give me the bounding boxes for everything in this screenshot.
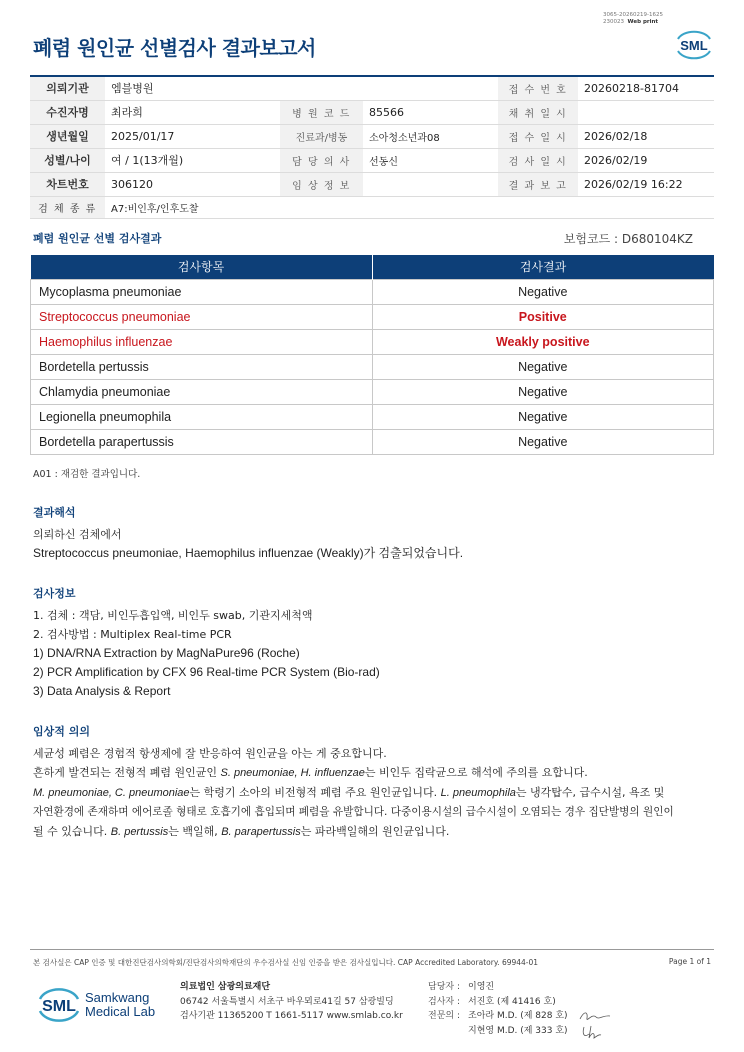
test-result: Negative	[372, 404, 713, 429]
col-result-header: 검사결과	[372, 255, 713, 279]
svg-text:SML: SML	[42, 998, 76, 1015]
svg-text:SML: SML	[680, 38, 708, 53]
table-row	[31, 354, 714, 379]
accession-value: 20260218-81704	[578, 76, 714, 100]
hospital-code-value: 85566	[363, 100, 498, 124]
patient-label: 수진자명	[30, 100, 105, 124]
test-item: Legionella pneumophila	[31, 404, 373, 429]
document-id-line1: 3065-20260219-1625	[603, 12, 663, 18]
dept-value: 소아청소년과08	[363, 124, 498, 148]
results-header	[33, 230, 693, 246]
specimen-value: A7:비인후/인후도찰	[105, 196, 714, 218]
info-row	[30, 148, 714, 172]
test-item: Streptococcus pneumoniae	[31, 304, 373, 329]
clinical-paragraph: 자연환경에 존재하며 에어로졸 형태로 호흡기에 흡입되며 폐렴을 유발합니다. 다중이용시설의 급수시설이 오염되는 경우 집단발병의 원인이	[33, 806, 674, 818]
interpretation-section	[33, 504, 723, 563]
sex-age-label: 성별/나이	[30, 148, 105, 172]
hospital-code-label: 병 원 코 드	[280, 100, 363, 124]
test-result: Negative	[372, 429, 713, 454]
accession-label: 접 수 번 호	[498, 76, 578, 100]
test-info-heading: 검사정보	[33, 587, 76, 600]
patient-value: 최라희	[105, 100, 280, 124]
table-row	[31, 379, 714, 404]
specimen-label: 검 체 종 류	[30, 196, 105, 218]
clinical-heading: 임상적 의의	[33, 725, 90, 738]
test-info-line: 2. 검사방법 : Multiplex Real-time PCR	[33, 628, 232, 641]
test-date-label: 검 사 일 시	[498, 148, 578, 172]
accreditation-note: 본 검사실은 CAP 인증 및 대한진단검사의학회/진단검사의학재단의 우수검사실 신임 인증을 받은 검사실입니다. CAP Accredited Laboratory. 69944-01	[33, 958, 539, 967]
test-item: Chlamydia pneumoniae	[31, 379, 373, 404]
requester-label: 의뢰기관	[30, 76, 105, 100]
footer-divider	[30, 949, 714, 950]
receipt-label: 접 수 일 시	[498, 124, 578, 148]
test-info-section	[33, 585, 723, 701]
document-id-line2: 230023 Web print	[603, 19, 659, 25]
table-row	[31, 304, 714, 329]
col-item-header: 검사항목	[31, 255, 373, 279]
table-row	[31, 279, 714, 304]
dob-label: 생년월일	[30, 124, 105, 148]
specialist-name: 조아라 M.D. (제 828 호)	[468, 1011, 568, 1021]
retest-note: A01 : 재검한 결과입니다.	[33, 469, 141, 480]
sex-age-value: 여 / 1(13개월)	[105, 148, 280, 172]
test-info-line: 1) DNA/RNA Extraction by MagNaPure96 (Roche)	[33, 646, 300, 660]
test-result: Negative	[372, 279, 713, 304]
doctor-value: 선동신	[363, 148, 498, 172]
insurance-code: 보험코드 : D680104KZ	[563, 232, 693, 246]
dob-value: 2025/01/17	[105, 124, 280, 148]
test-item: Haemophilus influenzae	[31, 329, 373, 354]
clinical-info-value	[363, 172, 498, 196]
interpretation-heading: 결과해석	[33, 506, 76, 519]
table-row	[31, 404, 714, 429]
sml-logo-top	[674, 26, 714, 62]
test-item: Bordetella pertussis	[31, 354, 373, 379]
test-result: Weakly positive	[372, 329, 713, 354]
info-row	[30, 76, 714, 100]
table-row	[31, 329, 714, 354]
info-row	[30, 100, 714, 124]
test-date-value: 2026/02/19	[578, 148, 714, 172]
lab-logo-text: Samkwang Medical Lab	[85, 990, 156, 1019]
manager-name: 이영진	[468, 982, 495, 992]
corp-contact: 검사기관 11365200 T 1661-5117 www.smlab.co.kr	[180, 1011, 403, 1021]
interpretation-line: Streptococcus pneumoniae, Haemophilus influenzae (Weakly)가 검출되었습니다.	[33, 546, 464, 560]
clinical-paragraph: 될 수 있습니다. B. pertussis는 백일해, B. parapertussis는 파라백일해의 원인균입니다.	[33, 825, 450, 838]
clinical-paragraph: M. pneumoniae, C. pneumoniae는 학령기 소아의 비전형적 폐렴 주요 원인균입니다. L. pneumophila는 냉각탑수, 급수시설, 욕조 및	[33, 786, 665, 799]
clinical-paragraph: 흔하게 발견되는 전형적 폐렴 원인균인 S. pneumoniae, H. influenzae는 비인두 집락균으로 해석에 주의를 요합니다.	[33, 766, 588, 779]
corp-address: 06742 서울특별시 서초구 바우뫼로41길 57 삼광빌딩	[180, 996, 394, 1007]
corporation-info	[180, 980, 403, 1024]
chart-label: 차트번호	[30, 172, 105, 196]
info-row	[30, 124, 714, 148]
collect-value	[578, 100, 714, 124]
corp-name: 의료법인 삼광의료재단	[180, 982, 271, 992]
results-header-row	[31, 255, 714, 279]
clinical-paragraph: 세균성 폐렴은 경험적 항생제에 잘 반응하여 원인균을 아는 게 중요합니다.	[33, 747, 387, 760]
collect-label: 채 취 일 시	[498, 100, 578, 124]
results-table	[30, 255, 714, 455]
doctor-label: 담 당 의 사	[280, 148, 363, 172]
table-row	[31, 429, 714, 454]
receipt-value: 2026/02/18	[578, 124, 714, 148]
tester-name: 서진호 (제 41416 호)	[468, 996, 556, 1007]
clinical-section	[33, 723, 723, 842]
specialist-name: 지현영 M.D. (제 333 호)	[468, 1025, 568, 1036]
info-row	[30, 196, 714, 218]
test-result: Negative	[372, 379, 713, 404]
test-item: Bordetella parapertussis	[31, 429, 373, 454]
requester-value: 엠블병원	[105, 76, 498, 100]
test-info-line: 3) Data Analysis & Report	[33, 684, 171, 698]
test-result: Negative	[372, 354, 713, 379]
results-title: 폐렴 원인균 선별 검사결과	[33, 232, 162, 245]
report-value: 2026/02/19 16:22	[578, 172, 714, 196]
dept-label: 진료과/병동	[280, 124, 363, 148]
chart-value: 306120	[105, 172, 280, 196]
test-info-line: 2) PCR Amplification by CFX 96 Real-time PCR System (Bio-rad)	[33, 665, 380, 679]
document-id	[603, 12, 663, 26]
signature-2	[580, 1024, 604, 1040]
test-info-line: 1. 검체 : 객담, 비인두흡입액, 비인두 swab, 기관지세척액	[33, 609, 313, 622]
report-title: 폐렴 원인균 선별검사 결과보고서	[33, 36, 316, 60]
test-item: Mycoplasma pneumoniae	[31, 279, 373, 304]
clinical-info-label: 임 상 정 보	[280, 172, 363, 196]
sml-logo-bottom	[36, 981, 82, 1027]
test-result: Positive	[372, 304, 713, 329]
patient-info-table	[30, 75, 714, 219]
signature-1	[578, 1009, 612, 1025]
interpretation-line: 의뢰하신 검체에서	[33, 528, 122, 541]
info-row	[30, 172, 714, 196]
report-label: 결 과 보 고	[498, 172, 578, 196]
staff-info: 담당자 : 이영진 검사자 : 서진호 (제 41416 호) 전문의 : 조아라 M.D. (제 828 호) 지현영 M.D. (제 333 호)	[428, 982, 568, 1036]
page-number: Page 1 of 1	[668, 957, 711, 966]
